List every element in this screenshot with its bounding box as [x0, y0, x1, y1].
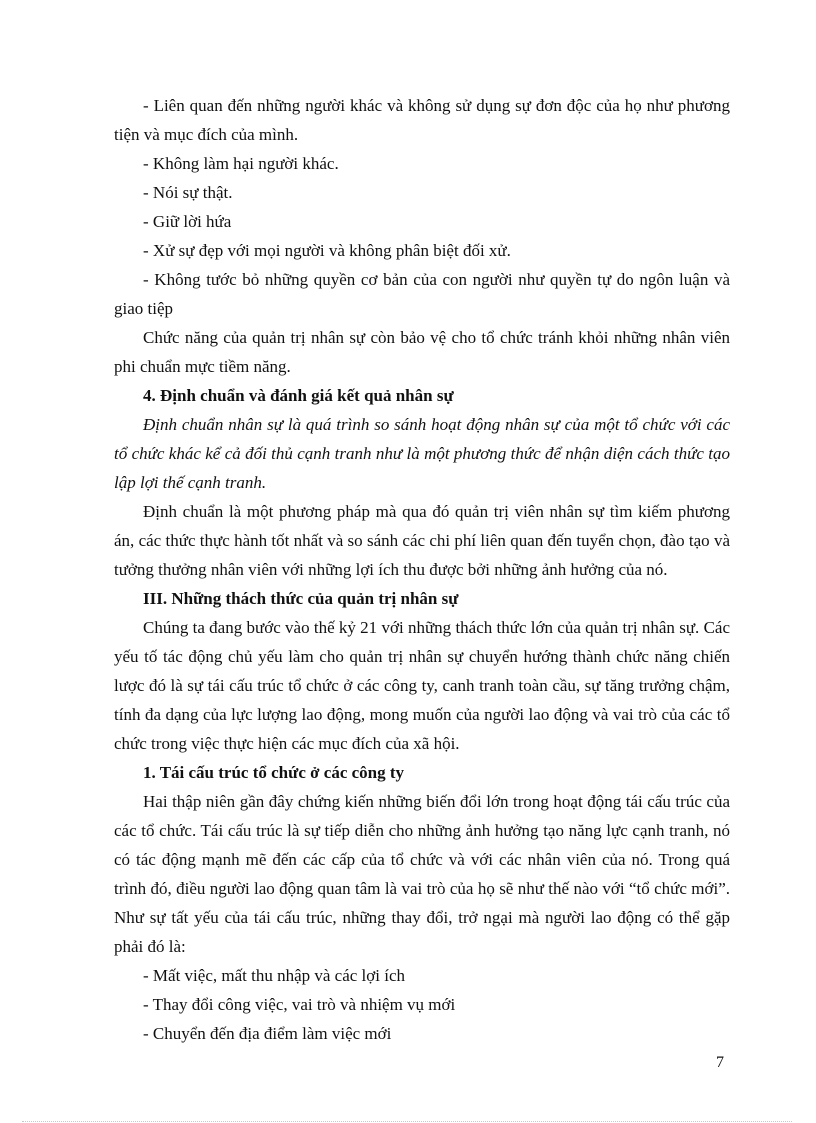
bullet-item: - Chuyển đến địa điểm làm việc mới — [143, 1024, 392, 1043]
bullet-item: - Liên quan đến những người khác và không sử dụng sự đơn độc của họ như phương tiện và mục đích của mình. — [114, 96, 730, 144]
body-paragraph: Chức năng của quản trị nhân sự còn bảo vệ cho tổ chức tránh khỏi những nhân viên phi chuẩn mực tiềm năng. — [114, 328, 730, 376]
bullet-item: - Nói sự thật. — [143, 183, 233, 202]
bullet-item: - Mất việc, mất thu nhập và các lợi ích — [143, 966, 406, 985]
body-paragraph: Hai thập niên gần đây chứng kiến những biến đổi lớn trong hoạt động tái cấu trúc của các tổ chức. Tái cấu trúc là sự tiếp diễn cho những ảnh hưởng tạo năng lực cạnh tranh, nó có tác động mạnh mẽ đến các cấp của tổ chức và với các nhân viên của nó. Trong quá trình đó, điều người lao động quan tâm là vai trò của họ sẽ như thế nào với “tổ chức mới”. Như sự tất yếu của tái cấu trúc, những thay đổi, trở ngại mà người lao động có thể gặp phải đó là: — [114, 792, 730, 956]
bullet-item: - Xử sự đẹp với mọi người và không phân biệt đối xử. — [143, 241, 511, 260]
bullet-item: - Không làm hại người khác. — [143, 154, 339, 173]
section-heading: 4. Định chuẩn và đánh giá kết quả nhân sự — [143, 386, 454, 405]
section-heading: III. Những thách thức của quản trị nhân sự — [143, 589, 459, 608]
bullet-item: - Không tước bỏ những quyền cơ bản của con người như quyền tự do ngôn luận và giao tiệp — [114, 270, 730, 318]
section-heading: 1. Tái cấu trúc tổ chức ở các công ty — [143, 763, 405, 782]
bullet-item: - Thay đổi công việc, vai trò và nhiệm vụ mới — [143, 995, 456, 1014]
page-body — [114, 91, 730, 1048]
bullet-item: - Giữ lời hứa — [143, 212, 232, 231]
body-paragraph: Chúng ta đang bước vào thế kỷ 21 với những thách thức lớn của quản trị nhân sự. Các yếu tố tác động chủ yếu làm cho quản trị nhân sự chuyển hướng thành chức năng chiến lược đó là sự tái cấu trúc tổ chức ở các công ty, canh tranh toàn cầu, sự tăng trưởng chậm, tính đa dạng của lực lượng lao động, mong muốn của người lao động và vai trò của các tổ chức trong việc thực hiện các mục đích của xã hội. — [114, 618, 730, 753]
page-number: 7 — [716, 1054, 724, 1071]
definition-paragraph: Định chuẩn nhân sự là quá trình so sánh hoạt động nhân sự của một tổ chức với các tổ chức khác kể cả đối thủ cạnh tranh như là một phương thức để nhận diện cách thức tạo lập lợi thế cạnh tranh. — [114, 415, 730, 492]
body-paragraph: Định chuẩn là một phương pháp mà qua đó quản trị viên nhân sự tìm kiếm phương án, các thức thực hành tốt nhất và so sánh các chi phí liên quan đến tuyển chọn, đào tạo và tưởng thưởng nhân viên với những lợi ích thu được bởi những ảnh hưởng của nó. — [114, 502, 730, 579]
page-divider — [22, 1121, 792, 1122]
